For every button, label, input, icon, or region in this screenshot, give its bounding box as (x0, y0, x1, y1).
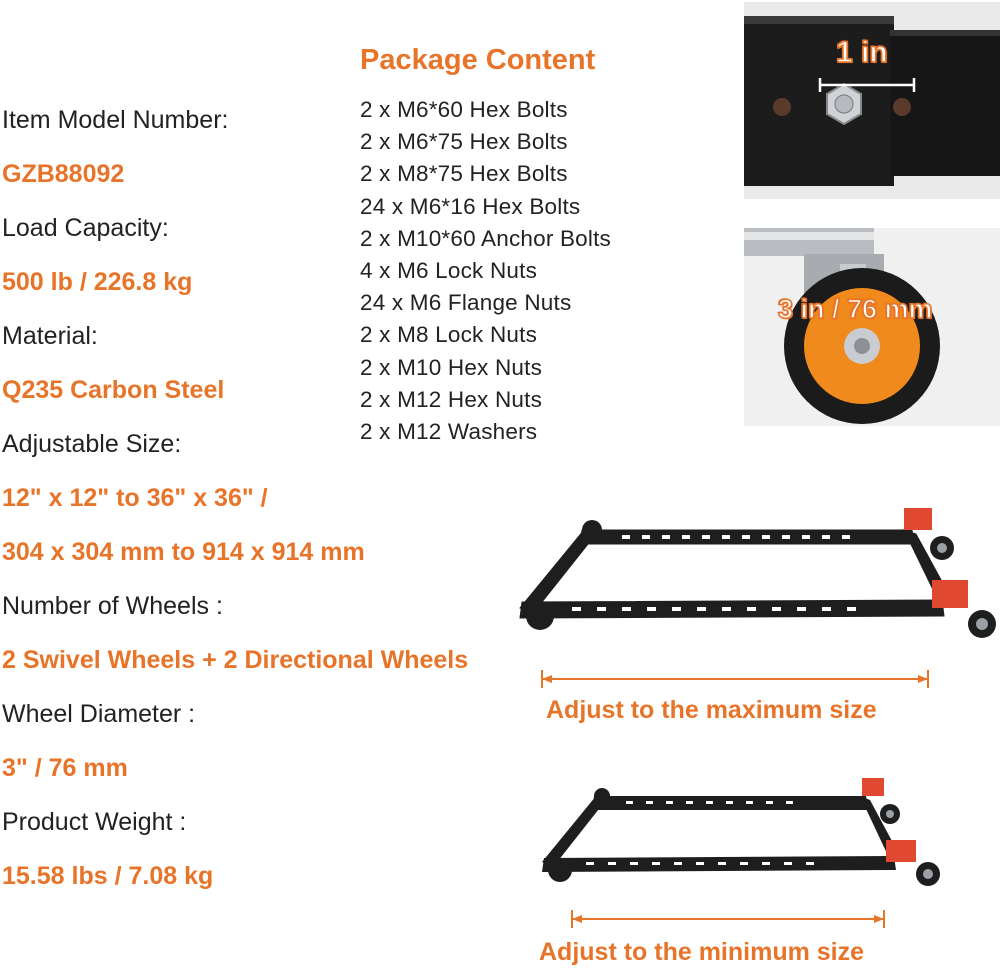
package-item: 2 x M12 Hex Nuts (360, 386, 543, 412)
min-size-arrow (570, 910, 888, 928)
spec-label-size: Adjustable Size: (2, 430, 182, 458)
spec-label-weight: Product Weight : (2, 808, 187, 836)
package-item: 2 x M6*75 Hex Bolts (360, 129, 568, 155)
frame-max-illustration (512, 500, 1000, 650)
spec-value-size-in: 12" x 12" to 36" x 36" / (2, 484, 268, 512)
spec-label-model: Item Model Number: (2, 106, 229, 134)
package-item: 2 x M8 Lock Nuts (360, 322, 538, 348)
caster-wheel-photo (744, 228, 1000, 426)
package-item: 2 x M8*75 Hex Bolts (360, 161, 568, 187)
spec-value-load: 500 lb / 226.8 kg (2, 268, 193, 296)
package-item: 24 x M6 Flange Nuts (360, 290, 572, 316)
tube-bolt-illustration (744, 2, 1000, 199)
bar-dimension-arrow (818, 78, 918, 92)
package-title: Package Content (360, 44, 596, 76)
spec-value-weight: 15.58 lbs / 7.08 kg (2, 862, 214, 890)
frame-min-illustration (536, 772, 946, 892)
max-size-arrow (540, 670, 932, 688)
package-list (360, 94, 611, 448)
package-item: 2 x M6*60 Hex Bolts (360, 97, 568, 122)
spec-value-material: Q235 Carbon Steel (2, 376, 225, 404)
caption-min-size: Adjust to the minimum size (539, 938, 865, 966)
spec-label-wheels: Number of Wheels : (2, 592, 223, 620)
tube-bolt-photo (744, 2, 1000, 199)
spec-label-diameter: Wheel Diameter : (2, 700, 196, 728)
package-item: 24 x M6*16 Hex Bolts (360, 193, 581, 219)
spec-label-load: Load Capacity: (2, 214, 169, 242)
caster-wheel-illustration (744, 228, 1000, 426)
package-item: 2 x M12 Washers (360, 419, 538, 445)
spec-label-material: Material: (2, 322, 98, 350)
spec-value-model: GZB88092 (2, 160, 125, 188)
wheel-dimension-label: 3 in / 76 mm (778, 294, 933, 324)
spec-value-diameter: 3" / 76 mm (2, 754, 128, 782)
caption-max-size: Adjust to the maximum size (546, 696, 877, 724)
spec-value-wheels: 2 Swivel Wheels + 2 Directional Wheels (2, 646, 469, 674)
package-item: 4 x M6 Lock Nuts (360, 258, 538, 284)
spec-value-size-mm: 304 x 304 mm to 914 x 914 mm (2, 538, 365, 566)
bar-dimension-label: 1 in (836, 36, 888, 69)
package-item: 2 x M10*60 Anchor Bolts (360, 225, 611, 251)
package-item: 2 x M10 Hex Nuts (360, 354, 543, 380)
